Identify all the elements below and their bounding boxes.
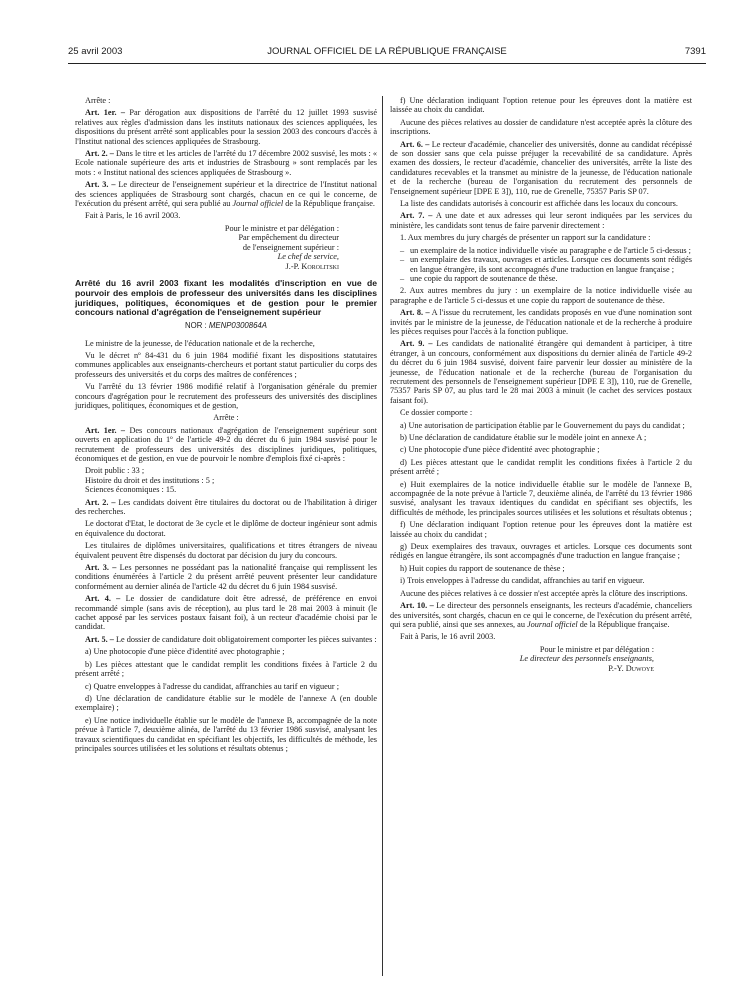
fait-a-paris: Fait à Paris, le 16 avril 2003. — [85, 211, 181, 221]
article-7-item: 1. Aux membres du jury chargés de présenter un rapport sur la candidature : — [400, 233, 651, 243]
preamble-vu-1: Vu le décret nº 84-431 du 6 juin 1984 modifié fixant les dispositions statutaires communes applicables aux enseignants-chercheurs et portant statut particulier du corps des professeurs des universités et du corps des maîtres de conférences ; — [75, 350, 377, 379]
article-2-para: Les titulaires de diplômes universitaires, qualifications et titres étrangers de niveau équivalent peuvent être dispensés du doctorat par décision du jury du concours. — [75, 541, 377, 560]
closing-note: Aucune des pièces relatives au dossier de candidature n'est acceptée après la clôture des inscriptions. — [390, 117, 692, 137]
article-10: Art. 10. – Le directeur des personnels enseignants, les recteurs d'académie, chanceliers des universités, sont chargés, chacun en ce qui le concerne, de l'exécution du présent arrêté, qui sera publié, ainsi que ses annexes, au Journal officiel de la République française. — [390, 601, 692, 629]
article-5-item: e) Une notice individuelle établie sur le modèle de l'annexe B, accompagnée de la note prévue à l'article 7, deuxième alinéa, de l'arrêté du 13 février 1986 susvisé, analysant les travaux scientifiques du candidat en spécifiant les objectifs, les difficultés de méthode, les principales sources utilisées et les solutions et résultats obtenus ; — [75, 715, 377, 753]
arrete-heading: Arrête : — [85, 96, 111, 105]
article-9-item: c) Une photocopie d'une pièce d'identité avec photographie ; — [400, 445, 600, 455]
article-7-dash-item: – une copie du rapport de soutenance de thèse. — [390, 274, 692, 283]
article-9-item: b) Une déclaration de candidature établie sur le modèle joint en annexe A ; — [400, 433, 647, 442]
closing-note: Aucune des pièces relatives à ce dossier n'est acceptée après la clôture des inscriptions. — [400, 588, 688, 598]
fait-a-paris: Fait à Paris, le 16 avril 2003. — [400, 632, 496, 642]
article-9-item: g) Deux exemplaires des travaux, ouvrages et articles. Lorsque ces documents sont rédigés en langue étrangère, ils sont accompagnés d'une traduction en langue française ; — [390, 542, 692, 561]
top-article-2: Art. 2. – Dans le titre et les articles de l'arrêté du 17 décembre 2002 susvisé, les mots : « Ecole nationale supérieure des arts et industries de Strasbourg » sont remplacés par les mots : « Institut national des sciences appliquées de Strasbourg ». — [75, 149, 377, 177]
article-5-item: d) Une déclaration de candidature établie sur le modèle de l'annexe A (en double exemplaire) ; — [75, 693, 377, 713]
article-1-item: Sciences économiques : 15. — [85, 485, 177, 495]
article-7-dash-item: – un exemplaire des travaux, ouvrages et articles. Lorsque ces documents sont rédigés en langue étrangère, ils sont accompagnés d'une traduction en langue française ; — [390, 255, 692, 274]
article-2-para: Le doctorat d'Etat, le doctorat de 3e cycle et le diplôme de docteur ingénieur sont admis en équivalence du doctorat. — [75, 519, 377, 538]
article-4: Art. 4. – Le dossier de candidature doit être adressé, de préférence en envoi recommandé simple (sans avis de réception), au plus tard le 28 mai 2003 à minuit (le cachet apposé par les services postaux faisant foi), à un recteur d'académie choisi par le candidat. — [75, 594, 377, 632]
article-9: Art. 9. – Les candidats de nationalité étrangère qui demandent à participer, à titre étranger, à un concours, conformément aux dispositions du dernier alinéa de l'article 49-2 du décret du 6 juin 1984 susvisé, doivent faire parvenir leur dossier au ministère de la jeunesse, de l'éducation nationale et de la recherche (bureau de l'organisation du recrutement des personnels de l'enseignement supérieur [DPE E 3]), 110, rue de Grenelle, 75357 Paris SP 07, au plus tard le 28 mai 2003 à minuit (le cachet des services postaux faisant foi). — [390, 339, 693, 405]
top-article-3: Art. 3. – Le directeur de l'enseignement supérieur et la directrice de l'Institut national des sciences appliquées de Strasbourg sont chargés, chacun en ce qui le concerne, de l'exécution du présent arrêté, qui sera publié au Journal officiel de la République française. — [75, 180, 378, 209]
preamble-vu-2: Vu l'arrêté du 13 février 1986 modifié relatif à l'organisation générale du premier concours d'agrégation pour le recrutement des professeurs des universités des disciplines juridiques, politiques, économiques et de gestion, — [75, 382, 377, 410]
article-2: Art. 2. – Les candidats doivent être titulaires du doctorat ou de l'habilitation à diriger des recherches. — [75, 497, 378, 516]
signature-block: Pour le ministre et par délégation : Par empêchement du directeur de l'enseignement supérieur : Le chef de service, J.-P. Korolitski — [224, 223, 339, 271]
article-6-para: La liste des candidats autorisés à concourir est affichée dans les locaux du concours. — [400, 199, 678, 209]
page-header — [68, 46, 706, 62]
article-9-item: i) Trois enveloppes à l'adresse du candidat, affranchies au tarif en vigueur. — [400, 576, 645, 586]
signature-block: Pour le ministre et par délégation : Le directeur des personnels enseignants, P.-Y. Duwoye — [519, 644, 654, 673]
article-9-item: a) Une autorisation de participation établie par le Gouvernement du pays du candidat ; — [400, 420, 685, 430]
article-8: Art. 8. – A l'issue du recrutement, les candidats proposés en vue d'une nomination sont invités par le ministre de la jeunesse, de l'éducation nationale et de la recherche à produire les pièces requises pour l'accès à la fonction publique. — [390, 308, 692, 336]
article-3: Art. 3. – Les personnes ne possédant pas la nationalité française qui remplissent les conditions énumérées à l'article 2 du présent arrêté peuvent présenter leur candidature conformément au dernier alinéa de l'article 42 du décret du 6 juin 1984 susvisé. — [75, 563, 378, 591]
article-1-item: Histoire du droit et des institutions : 5 ; — [85, 475, 215, 485]
article-6: Art. 6. – Le recteur d'académie, chancelier des universités, donne au candidat récépissé de son dossier sans que cela puisse préjuger la recevabilité de sa candidature. Après examen des dossiers, le recteur d'académie, chancelier des universités, arrête la liste des candidatures recevables et la transmet au ministre de la jeunesse, de l'éducation nationale et de la recherche (bureau de l'organisation du recrutement des personnels de l'enseignement supérieur [DPE E 3]), 110, rue de Grenelle, 75357 Paris SP 07. — [390, 139, 693, 196]
left-column — [75, 96, 377, 756]
article-9-item: f) Une déclaration indiquant l'option retenue pour les épreuves dont la matière est laissée au choix du candidat ; — [390, 520, 692, 539]
header-rule — [68, 63, 706, 64]
article-5: Art. 5. – Le dossier de candidature doit obligatoirement comporter les pièces suivantes : — [85, 634, 377, 644]
top-article-1: Art. 1er. – Par dérogation aux dispositions de l'arrêté du 12 juillet 1993 susvisé relatives aux règles d'admission dans les instituts nationaux des sciences appliquées, les dispositions du présent arrêté sont applicables pour la session 2003 des concours d'accès à l'Institut national des sciences appliquées de Strasbourg. — [75, 108, 377, 146]
arrete-heading-2: Arrête : — [213, 413, 239, 423]
article-5-item: a) Une photocopie d'une pièce d'identité avec photographie ; — [85, 647, 285, 657]
page-number: 7391 — [684, 46, 706, 57]
article-9-item: d) Les pièces attestant que le candidat remplit les conditions fixées à l'article 2 du présent arrêté ; — [390, 457, 692, 477]
article-5-item: b) Les pièces attestant que le candidat remplit les conditions fixées à l'article 2 du présent arrêté ; — [75, 659, 377, 679]
decree-title: Arrêté du 16 avril 2003 fixant les modalités d'inscription en vue de pourvoir des emplois de professeur des universités dans les disciplines juridiques, politiques, économiques et de gestion pour le premier concours national d'agrégation de l'enseignement supérieur — [75, 277, 377, 318]
article-1-item: Droit public : 33 ; — [85, 466, 145, 476]
header-date: 25 avril 2003 — [68, 46, 123, 57]
article-9-item: e) Huit exemplaires de la notice individuelle établie sur le modèle de l'annexe B, accompagnée de la note prévue à l'article 7, deuxième alinéa, de l'arrêté du 13 février 1986 susvisé, analysant les travaux identiques du candidat en spécifiant ses objectifs, les difficultés de méthode, les principales sources utilisées et les solutions et résultats obtenus ; — [390, 479, 692, 517]
article-9-item: h) Huit copies du rapport de soutenance de thèse ; — [400, 563, 565, 573]
article-7-item: 2. Aux autres membres du jury : un exemplaire de la notice individuelle visée au paragraphe e de l'article 5 ci-dessus et une copie du rapport de soutenance de thèse. — [390, 286, 692, 305]
article-1: Art. 1er. – Des concours nationaux d'agrégation de l'enseignement supérieur sont ouverts en application du 1º de l'article 49-2 du décret du 6 juin 1984 susvisé pour le recrutement de professeurs des universités des disciplines juridiques, politiques, économiques et de gestion, en vue de pourvoir le nombre d'emplois fixé ci-après : — [75, 425, 377, 463]
article-5-item: c) Quatre enveloppes à l'adresse du candidat, affranchies au tarif en vigueur ; — [85, 681, 339, 691]
article-9-para: Ce dossier comporte : — [400, 408, 473, 418]
preamble-minister: Le ministre de la jeunesse, de l'éducation nationale et de la recherche, — [85, 338, 315, 348]
column-divider — [382, 96, 383, 976]
article-7-dash-item: – un exemplaire de la notice individuelle visée au paragraphe e de l'article 5 ci-dessus ; — [390, 246, 692, 255]
right-column — [390, 96, 692, 673]
nor-reference: NOR : MENP0300864A — [185, 321, 267, 331]
article-7: Art. 7. – A une date et aux adresses qui leur seront indiquées par les services du ministère, les candidats sont tenus de faire parvenir directement : — [390, 211, 692, 230]
article-5-item: f) Une déclaration indiquant l'option retenue pour les épreuves dont la matière est laissée au choix du candidat. — [390, 96, 692, 115]
header-title: JOURNAL OFFICIEL DE LA RÉPUBLIQUE FRANÇAISE — [267, 46, 507, 57]
